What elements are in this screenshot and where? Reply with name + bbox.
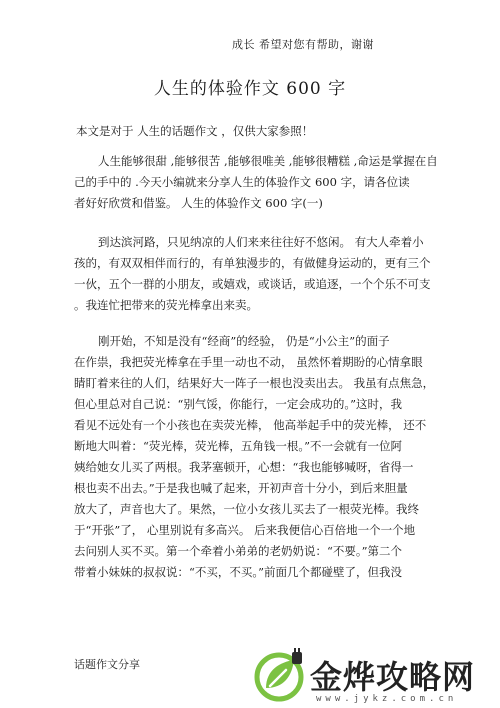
header-note: 成长 希望对您有帮助，谢谢	[232, 38, 374, 51]
watermark	[252, 646, 500, 708]
footer-label: 话题作文分享	[74, 658, 140, 671]
text-line: 看见不远处有一个小孩也在卖荧光棒， 他高举起手中的荧光棒， 还不	[74, 418, 427, 432]
text-line: 一伙，五个一群的小朋友，或嬉戏，或谈话，或追逐，一个个乐不可支	[74, 277, 431, 291]
leaf-plug-icon	[252, 648, 308, 704]
text-line: 去问别人买不买。第一个牵着小弟弟的老奶奶说：“不要。”第二个	[74, 544, 403, 558]
page-title: 人生的体验作文 600 字	[153, 79, 347, 99]
paragraph-3	[74, 331, 435, 583]
paragraph-2	[74, 232, 431, 316]
text-line: 但心里总对自己说：“别气馁，你能行，一定会成功的。”这时，我	[74, 397, 403, 411]
text-line: 于“开张”了， 心里别说有多高兴。 后来我便信心百倍地一个一个地	[74, 523, 416, 537]
text-line: 己的手中的 .今天小编就来分享人生的体验作文 600 字，请各位读	[74, 175, 410, 189]
text-line: 放大了，声音也大了。果然，一位小女孩儿买去了一根荧光棒。我终	[74, 502, 419, 516]
text-line: 断地大叫着：“荧光棒，荧光棒，五角钱一根。”不一会就有一位阿	[74, 439, 403, 453]
intro-line: 本文是对于 人生的话题作文 ，仅供大家参照！	[76, 124, 314, 138]
text-line: 睛盯着来往的人们，结果好大一阵子一根也没卖出去。 我虽有点焦急，	[74, 376, 435, 390]
text-line: 在作祟，我把荧光棒拿在手里一动也不动， 虽然怀着期盼的心情拿眼	[74, 355, 423, 369]
text-line: 人生能够很甜 ,能够很苦 ,能够很唯美 ,能够很糟糕 ,命运是掌握在自	[98, 154, 438, 168]
paragraph-1	[74, 151, 438, 214]
text-line: 姨给她女儿买了两根。我茅塞顿开，心想：“我也能够喊呀，省得一	[74, 460, 414, 474]
text-line: 根也卖不出去。”于是我也喊了起来，开初声音十分小，到后来胆量	[74, 481, 408, 495]
text-line: 孩的，有双双相伴而行的，有单独漫步的，有做健身运动的，更有三个	[74, 256, 431, 270]
text-line: 。我连忙把带来的荧光棒拿出来卖。	[74, 298, 258, 312]
watermark-url: www.jykz.com.cn	[316, 694, 458, 704]
text-line: 带着小妹妹的叔叔说：“不买，不买。”前面几个都碰壁了，但我没	[74, 565, 403, 579]
watermark-brand: 金烨攻略网	[310, 658, 476, 696]
text-line: 到达滨河路，只见纳凉的人们来来往往好不悠闲。 有大人牵着小	[98, 235, 424, 249]
text-line: 刚开始，不知是没有“经商”的经验， 仍是“小公主”的面子	[98, 334, 390, 348]
text-line: 者好好欣赏和借鉴。 人生的体验作文 600 字(一)	[74, 196, 323, 210]
